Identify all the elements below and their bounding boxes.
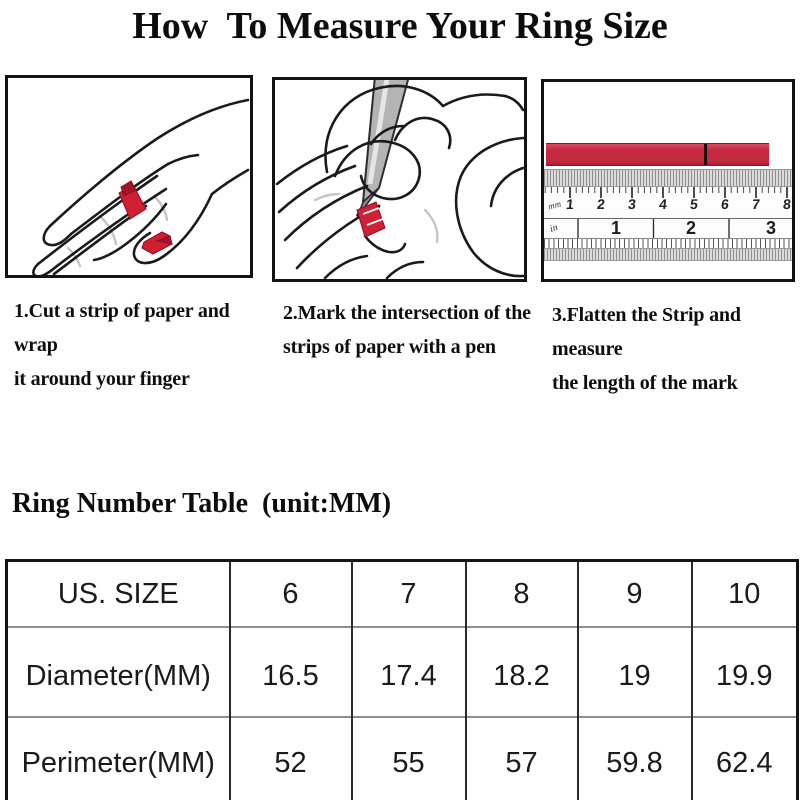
caption-step2-line1: 2.Mark the intersection of the — [283, 302, 531, 324]
page-title: How To Measure Your Ring Size — [132, 5, 668, 47]
table-row-perimeter — [7, 717, 798, 800]
table-row-label: US. SIZE — [57, 577, 179, 610]
hand-with-paper-strip-icon — [8, 78, 250, 275]
table-cell: 8 — [466, 561, 578, 628]
table-cell: 52 — [230, 717, 352, 800]
table-heading: Ring Number Table (unit:MM) — [12, 488, 392, 519]
cm-label: 7 — [751, 196, 761, 212]
panel-step2 — [272, 77, 527, 282]
table-row-diameter — [7, 627, 798, 717]
table-cell: 57 — [466, 717, 578, 800]
caption-step1 — [14, 294, 276, 396]
table-cell: 18.2 — [466, 627, 578, 717]
cm-label: 2 — [596, 196, 606, 212]
cm-label: 1 — [565, 196, 575, 212]
table-row-label: Perimeter(MM) — [7, 717, 230, 800]
inch-label: 1 — [610, 218, 621, 238]
cm-label: 6 — [720, 196, 730, 212]
cm-label: 3 — [627, 196, 637, 212]
inch-label: 2 — [685, 218, 696, 238]
ruler — [544, 169, 792, 261]
caption-step1-line1: 1.Cut a strip of paper and wrap — [14, 300, 230, 356]
ruler-inch-scale — [544, 219, 792, 238]
table-cell: 7 — [352, 561, 466, 628]
table-cell: 55 — [352, 717, 466, 800]
ruler-cm-scale — [544, 187, 792, 211]
cm-label: 8 — [782, 196, 792, 212]
inch-unit-label: in — [548, 222, 560, 235]
cm-label: 4 — [658, 196, 668, 212]
table-cell: 19 — [578, 627, 692, 717]
caption-step2-line2: strips of paper with a pen — [283, 336, 496, 358]
ruler-divider — [544, 211, 792, 219]
panel-step1 — [5, 75, 253, 278]
caption-step3 — [552, 298, 800, 400]
inch-label: 3 — [765, 218, 776, 238]
cm-unit-label: mm — [546, 198, 563, 212]
inch-ticks — [544, 219, 792, 238]
panel-step3 — [541, 79, 795, 282]
cm-label: 5 — [689, 196, 699, 212]
hand-marking-with-pen-icon — [275, 80, 524, 279]
table-cell: 59.8 — [578, 717, 692, 800]
pen-mark — [704, 144, 707, 165]
ruler-hatch-bottom — [544, 248, 792, 261]
table-cell: 9 — [578, 561, 692, 628]
caption-step1-line2: it around your finger — [14, 368, 190, 390]
table-row-us-size — [7, 561, 798, 628]
table-row-label: Diameter(MM) — [7, 627, 230, 717]
caption-step2 — [283, 296, 545, 364]
table-cell: 62.4 — [692, 717, 798, 800]
table-cell: 16.5 — [230, 627, 352, 717]
table-cell: 10 — [692, 561, 798, 628]
flattened-paper-strip — [546, 143, 769, 166]
ring-size-table — [5, 559, 799, 800]
table-cell: 17.4 — [352, 627, 466, 717]
caption-step3-line1: 3.Flatten the Strip and measure — [552, 304, 741, 360]
ruler-hatch-top — [544, 169, 792, 187]
caption-step3-line2: the length of the mark — [552, 372, 738, 394]
table-cell: 6 — [230, 561, 352, 628]
ruler-small-ticks — [544, 238, 792, 248]
table-cell: 19.9 — [692, 627, 798, 717]
ruler-scene — [544, 82, 792, 279]
